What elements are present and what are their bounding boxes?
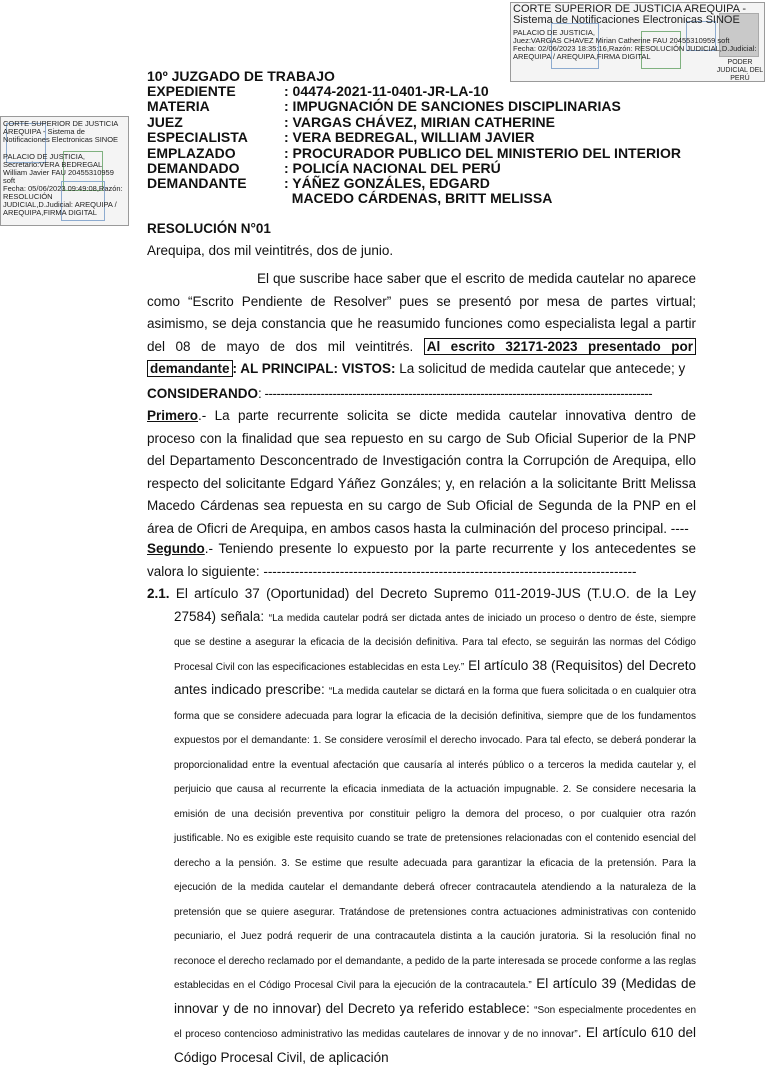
- stamp-left-line-9: Fecha: 05/06/2023 09:49:08,Razón:: [3, 184, 123, 193]
- escrito-box-2: demandante: [147, 360, 233, 377]
- stamp-left-line-8: soft: [3, 176, 16, 185]
- considerando-line: [147, 383, 696, 406]
- considerando-label: CONSIDERANDO: [147, 386, 259, 401]
- court-name: 10º JUZGADO DE TRABAJO: [147, 68, 335, 84]
- stamp-left-line-2: AREQUIPA - Sistema de: [3, 127, 85, 136]
- s21-quote-1: “La medida cautelar podrá ser dictada antes de iniciado un proceso o dentro de éste, siempre que se destine a asegurar la eficacia de la decisión definitiva. Para tal efecto, se seguirán las normas del Código Procesal Civil con las especificaciones establecidas en esta Ley.”: [174, 612, 696, 673]
- header-value: MACEDO CÁRDENAS, BRITT MELISSA: [284, 190, 553, 206]
- paragraph-intro: [147, 268, 696, 381]
- header-label: ESPECIALISTA: [147, 129, 248, 145]
- header-field-demandante-2: [147, 191, 552, 206]
- stamp-left-line-12: AREQUIPA,FIRMA DIGITAL: [3, 208, 97, 217]
- stamp-top-detail-4: AREQUIPA / AREQUIPA,FIRMA DIGITAL: [513, 52, 651, 61]
- stamp-left-line-5: PALACIO DE JUSTICIA,: [3, 152, 85, 161]
- paragraph-primero: [147, 405, 696, 540]
- stamp-top-line1: CORTE SUPERIOR DE JUSTICIA AREQUIPA -: [513, 3, 747, 15]
- stamp-top-detail-3: Fecha: 02/06/2023 18:35:16,Razón: RESOLUCIÓN JUDICIAL,D.Judicial:: [513, 44, 757, 53]
- header-field-especialista: [147, 130, 534, 145]
- stamp-top-detail-2: Juez:VARGAS CHAVEZ Mirian Catherine FAU 20455310959 soft: [513, 36, 730, 45]
- digital-signature-stamp-top: [510, 2, 765, 82]
- segundo-label: Segundo: [147, 541, 205, 556]
- header-value: : YÁÑEZ GONZÁLES, EDGARD: [284, 175, 490, 191]
- s21-text-b: El artículo 38 (Requisitos) del Decreto antes indicado prescribe:: [174, 657, 697, 697]
- header-label: MATERIA: [147, 98, 210, 114]
- s21-text-c: El artículo 39 (Medidas de innovar y de no innovar) del Decreto ya referido establece:: [174, 976, 696, 1016]
- header-field-materia: [147, 99, 621, 114]
- header-value: : 04474-2021-11-0401-JR-LA-10: [284, 83, 489, 99]
- s21-text-a: El artículo 37 (Oportunidad) del Decreto Supremo 011-2019-JUS (T.U.O. de la Ley 27584) señala:: [169, 586, 696, 624]
- stamp-left-line-6: Secretario:VERA BEDREGAL: [3, 160, 103, 169]
- header-value: : IMPUGNACIÓN DE SANCIONES DISCIPLINARIAS: [284, 98, 621, 114]
- header-field-expediente: [147, 84, 489, 99]
- resolution-date: Arequipa, dos mil veintitrés, dos de junio.: [147, 243, 394, 258]
- s21-quote-2: “La medida cautelar se dictará en la forma que fuera solicitada o en cualquier otra forma que se considere adecuada para lograr la eficacia de la decisión definitiva, siempre que de los fundamentos expuestos por el demandante: 1. Se considere verosímil el derecho invocado. Para tal efecto, se deberá ponderar la proporcionalidad entre la eventual afectación que causaría al interés público o a terceros la medida cautelar y, el perjuicio que causa al recurrente la eficacia inmediata de la actuación impugnable. 2. Se considere necesaria la emisión de una decisión preventiva por constituir peligro la demora del proceso, o por cualquier otra razón justificable. No es exigible este requisito cuando se trate de pretensiones relacionadas con el contenido esencial del derecho a la pensión. 3. Se estime que resulte adecuada para garantizar la eficacia de la pretensión. Para la ejecución de la medida cautelar el demandante deberá ofrecer contracautela atendiendo a la naturaleza de la pretensión que se quiere asegurar. Tratándose de pretensiones contra actuaciones administrativas con contenido pecuniario, el Juez podrá requerir de una contracautela distinta a la caución juratoria. Si la resolución final no reconoce el derecho reclamado por el demandante, a pedido de la parte interesada se procede conforme a las reglas establecidas en el Código Procesal Civil para la ejecución de la contracautela.”: [174, 686, 697, 991]
- escrito-box-1: Al escrito 32171-2023 presentado por: [424, 338, 696, 355]
- resolution-title: RESOLUCIÓN N°01: [147, 221, 271, 236]
- header-field-demandado: [147, 161, 501, 176]
- header-label: JUEZ: [147, 114, 183, 130]
- stamp-left-line-10: RESOLUCIÓN: [3, 192, 53, 201]
- paragraph-2-1: [147, 583, 697, 1065]
- stamp-top-logo-text: PODER JUDICIAL DEL PERÚ: [716, 59, 764, 82]
- header-field-emplazado: [147, 146, 681, 161]
- header-value: : VARGAS CHÁVEZ, MIRIAN CATHERINE: [284, 114, 555, 130]
- header-label: DEMANDANTE: [147, 175, 247, 191]
- primero-text: .- La parte recurrente solicita se dicte medida cautelar innovativa dentro de proceso con la finalidad que sea repuesto en su cargo de Sub Oficial Superior de la PNP del Departamento Desconcentrado de Investigación contra la Corrupción de Arequipa, ello respecto del solicitante Edgard Yáñez Gonzáles; y, en relación a la solicitante Britt Melissa Macedo Cárdenas sea repuesta en su cargo de Sub Oficial de Segunda de la PNP en el área de Oficri de Arequipa, en ambos casos hasta la culminación del proceso principal. ----: [147, 408, 696, 536]
- principal-vistos: : AL PRINCIPAL: VISTOS:: [232, 361, 396, 376]
- stamp-left-line-3: Notificaciones Electronicas SINOE: [3, 135, 119, 144]
- s21-quote-3: “Son especialmente procedentes en el proceso contencioso administrativo las medidas cautelares de innovar y de no innovar”: [174, 1004, 697, 1040]
- stamp-left-line-11: JUDICIAL,D.Judicial: AREQUIPA /: [3, 200, 117, 209]
- header-field-demandante: [147, 176, 490, 191]
- header-value: : POLICÍA NACIONAL DEL PERÚ: [284, 160, 501, 176]
- digital-signature-stamp-left: [0, 116, 129, 226]
- section-number: 2.1.: [147, 586, 170, 601]
- paragraph-intro-end: La solicitud de medida cautelar que antecede; y: [395, 361, 686, 376]
- paragraph-intro-text: El que suscribe hace saber que el escrito de medida cautelar no aparece como “Escrito Pendiente de Resolver” pues se presentó por mesa de partes virtual; asimismo, se deja constancia que he reasumido funciones como especialista legal a partir del 08 de mayo de dos mil veintitrés.: [147, 271, 696, 354]
- s21-text-d: . El artículo 610 del Código Procesal Civil, de aplicación: [174, 1025, 696, 1065]
- segundo-text: .- Teniendo presente lo expuesto por la parte recurrente y los antecedentes se valora lo siguiente: -----------------------------------------------------------------------------------: [147, 541, 696, 579]
- stamp-top-line2: Sistema de Notificaciones Electronicas SINOE: [513, 14, 740, 26]
- header-label: EMPLAZADO: [147, 145, 236, 161]
- considerando-dashes: : -------------------------------------------------------------------------------------------------: [258, 386, 653, 401]
- paragraph-segundo: [147, 538, 696, 583]
- header-value: : PROCURADOR PUBLICO DEL MINISTERIO DEL INTERIOR: [284, 145, 681, 161]
- primero-label: Primero: [147, 408, 199, 423]
- header-field-juez: [147, 115, 555, 130]
- stamp-left-line-1: CORTE SUPERIOR DE JUSTICIA: [3, 119, 119, 128]
- header-value: : VERA BEDREGAL, WILLIAM JAVIER: [284, 129, 535, 145]
- header-label: EXPEDIENTE: [147, 83, 236, 99]
- stamp-top-detail-1: PALACIO DE JUSTICIA,: [513, 28, 595, 37]
- header-label: DEMANDADO: [147, 160, 240, 176]
- stamp-left-line-7: William Javier FAU 20455310959: [3, 168, 114, 177]
